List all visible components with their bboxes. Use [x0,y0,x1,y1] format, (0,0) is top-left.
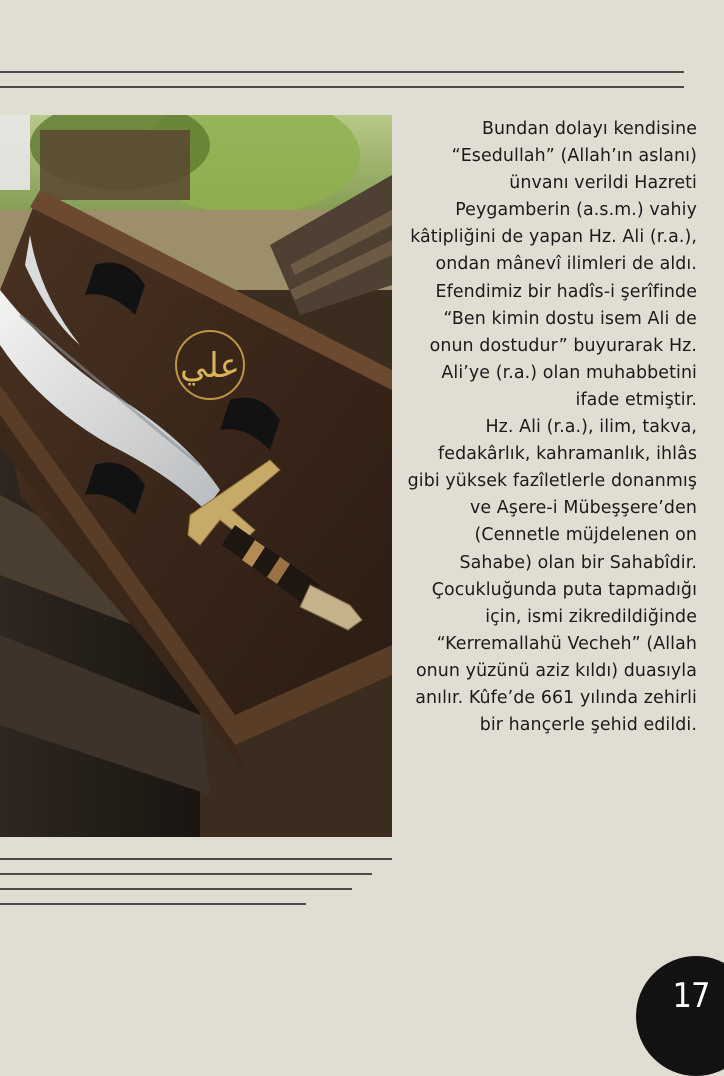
body-text [404,116,697,739]
paragraph-1: Bundan dolayı kendisine “Esedullah” (Allah’ın aslanı) ünvanı verildi Hazreti Peygamberin (a.s.m.) vahiy kâtipliğini de yapan Hz. Ali (r.a.), ondan mânevî ilimleri de aldı. Efendimiz bir hadîs-i şerîfinde “Ben kimin dostu isem Ali de onun dostudur” buyurarak Hz. Ali’ye (r.a.) olan muhabbetini ifade etmiştir. [410,119,697,410]
page-number: 17 [672,976,710,1016]
bottom-rule-1 [0,858,392,860]
bottom-rule-3 [0,888,352,890]
top-rule-2 [0,86,684,88]
bottom-rule-2 [0,873,372,875]
top-rule-1 [0,71,684,73]
calligraphy-text: علي [180,346,240,386]
sword-photo [0,115,392,837]
paragraph-2: Hz. Ali (r.a.), ilim, takva, fedakârlık, kahramanlık, ihlâs gibi yüksek fazîletlerle donanmış ve Aşere-i Mübeşşere’den (Cennetle müjdelenen on Sahabe) olan bir Sahabîdir. Çocukluğunda puta tapmadığı için, ismi zikredildiğinde “Kerremallahü Vecheh” (Allah onun yüzünü aziz kıldı) duasıyla anılır. Kûfe’de 661 yılında zehirli bir hançerle şehid edildi. [407,417,697,736]
bottom-rule-4 [0,903,306,905]
